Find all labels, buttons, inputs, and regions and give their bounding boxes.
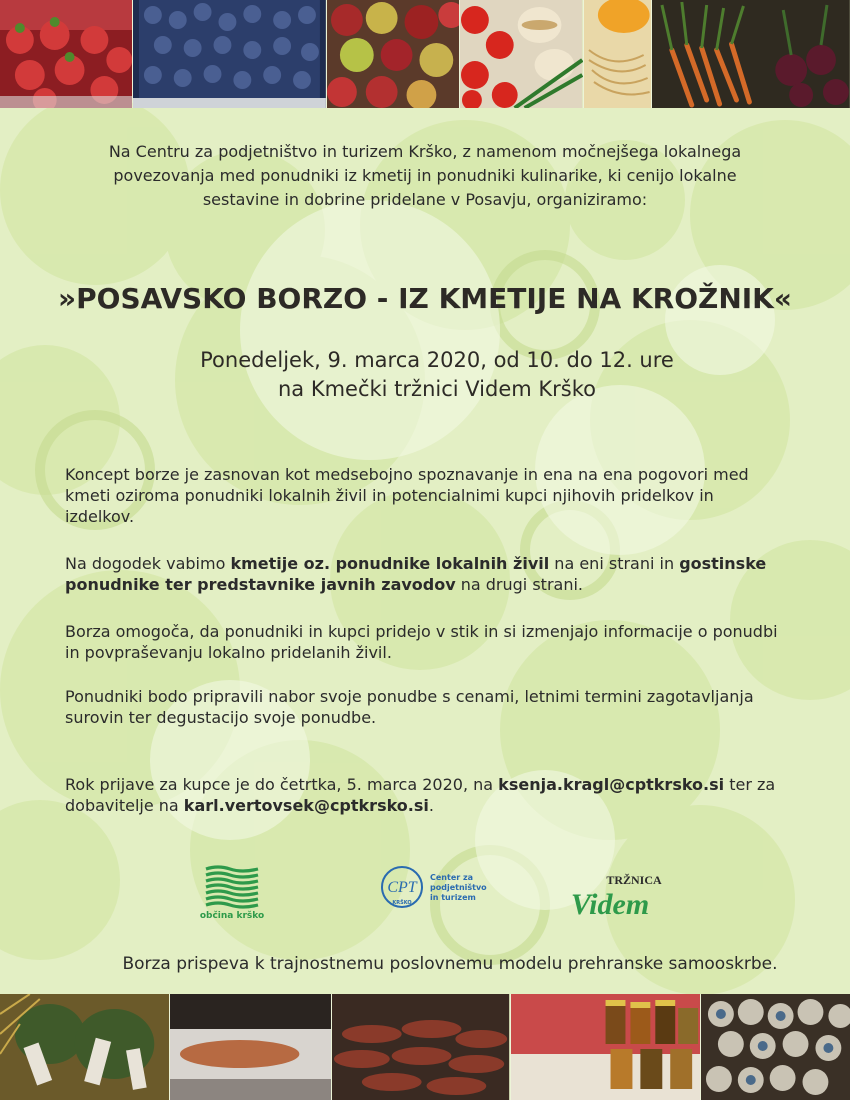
paragraph-offers: Ponudniki bodo pripravili nabor svoje ponudbe s cenami, letnimi termini zagotavljanja surovin ter degustacijo svoje ponudbe. xyxy=(65,687,754,727)
invitation-text-e: na drugi strani. xyxy=(455,575,583,594)
intro-text xyxy=(80,140,770,212)
invitation-bold-farms: kmetije oz. ponudnike lokalnih živil xyxy=(230,554,550,573)
trznica-script-text: Videm xyxy=(570,888,650,921)
intro-line-3: sestavine in dobrine pridelane v Posavju, organiziramo: xyxy=(202,190,648,209)
intro-line-2: povezovanja med ponudniki iz kmetij in ponudniki kulinarike, ki cenijo lokalne xyxy=(113,166,737,185)
cpt-line-3: in turizem xyxy=(430,893,476,902)
obcina-krsko-logo xyxy=(196,862,268,922)
event-datetime xyxy=(0,346,850,404)
intro-line-1: Na Centru za podjetništvo in turizem Krško, z namenom močnejšega lokalnega xyxy=(108,142,742,161)
event-location: na Kmečki tržnici Videm Krško xyxy=(277,377,597,401)
closing-statement: Borza prispeva k trajnostnemu poslovnemu modelu prehranske samooskrbe. xyxy=(122,954,778,974)
paragraph-invitation xyxy=(65,553,785,595)
paragraph-registration xyxy=(65,774,785,816)
email-suppliers[interactable]: karl.vertovsek@cptkrsko.si xyxy=(183,796,429,815)
invitation-text-a: Na dogodek vabimo xyxy=(65,554,231,573)
cpt-line-1: Center za xyxy=(430,873,474,882)
trznica-videm-logo xyxy=(562,870,674,922)
invitation-bold-hospitality: gostinske ponudnike ter predstavnike javnih zavodov xyxy=(65,554,767,594)
paragraph-concept: Koncept borze je zasnovan kot medsebojno spoznavanje in ena na ena pogovori med kmeti oziroma ponudniki lokalnih živil in potencialnimi kupci njihovih pridelkov in izdelkov. xyxy=(65,465,749,526)
email-buyers[interactable]: ksenja.kragl@cptkrsko.si xyxy=(498,775,725,794)
registration-text-c: . xyxy=(428,796,434,815)
paragraph-exchange: Borza omogoča, da ponudniki in kupci pridejo v stik in si izmenjajo informacije o ponudbi in povpraševanju lokalno pridelanih živil. xyxy=(65,622,778,662)
obcina-logo-text: občina krško xyxy=(199,911,265,921)
cpt-mark: CPT xyxy=(387,879,417,896)
cpt-krsko-logo xyxy=(378,862,488,912)
registration-text-b: ter za dobavitelje na xyxy=(65,775,776,815)
cpt-line-2: podjetništvo xyxy=(430,883,487,892)
trznica-top-text: TRŽNICA xyxy=(606,873,662,887)
cpt-sub: KRŠKO xyxy=(392,900,412,906)
invitation-text-c: na eni strani in xyxy=(549,554,680,573)
event-title: »POSAVSKO BORZO - IZ KMETIJE NA KROŽNIK« xyxy=(58,282,792,315)
event-date-time: Ponedeljek, 9. marca 2020, od 10. do 12. ure xyxy=(200,348,674,372)
registration-text-a: Rok prijave za kupce je do četrtka, 5. marca 2020, na xyxy=(65,775,499,794)
